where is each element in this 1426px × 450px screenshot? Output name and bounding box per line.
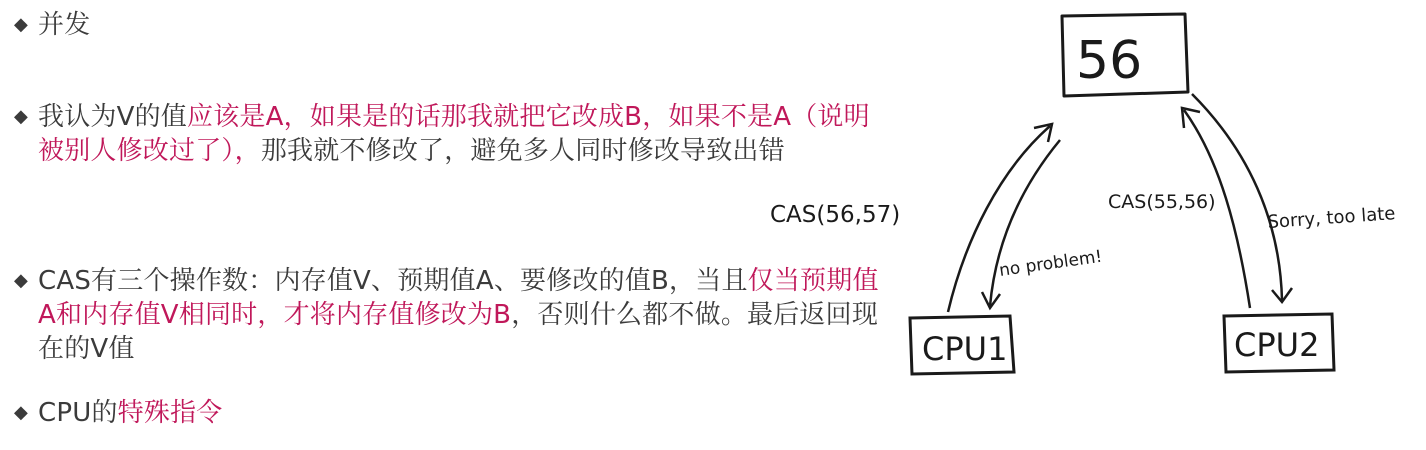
bullet-cpu-instruction (14, 396, 888, 430)
diamond-bullet-icon: ◆ (14, 106, 28, 127)
cpu2-label: CPU2 (1234, 326, 1320, 364)
highlighted-text: 应该是A，如果是的话那我就把它改成B，如果不是A（说明被别人修改过了）， (38, 102, 870, 166)
cpu1-reply-arrow (982, 140, 1060, 308)
bullet-concurrency (14, 8, 888, 42)
cpu2-box (1224, 314, 1334, 372)
cpu1-call-label: CAS(56,57) (770, 202, 901, 228)
cpu1-request-arrow (948, 124, 1052, 312)
cpu1-reply-label: no problem! (997, 246, 1104, 281)
memory-box (1062, 14, 1188, 96)
cas-diagram (760, 0, 1426, 450)
memory-value: 56 (1076, 31, 1143, 91)
text-segment: ，否则什么都不做。最后返回现在的V值 (38, 300, 879, 364)
text-segment: 我认为V的值 (38, 102, 187, 132)
text-segment: 并发 (38, 10, 91, 40)
bullet-cas-operands (14, 264, 888, 366)
text-segment: 那我就不修改了，避免多人同时修改导致出错 (260, 136, 785, 166)
cpu1-label: CPU1 (922, 330, 1008, 368)
diamond-bullet-icon: ◆ (14, 402, 28, 423)
cpu2-call-label: CAS(55,56) (1108, 191, 1216, 213)
cpu1-box (910, 316, 1014, 374)
highlighted-text: 特殊指令 (117, 398, 223, 428)
diamond-bullet-icon: ◆ (14, 14, 28, 35)
cpu2-reply-label: Sorry, too late (1266, 203, 1397, 233)
text-segment: CPU的 (38, 398, 118, 428)
diamond-bullet-icon: ◆ (14, 270, 28, 291)
highlighted-text: 仅当预期值A和内存值V相同时，才将内存值修改为B (38, 266, 879, 330)
text-segment: CAS有三个操作数：内存值V、预期值A、要修改的值B，当且 (38, 266, 748, 296)
bullet-cas-idea (14, 100, 888, 168)
